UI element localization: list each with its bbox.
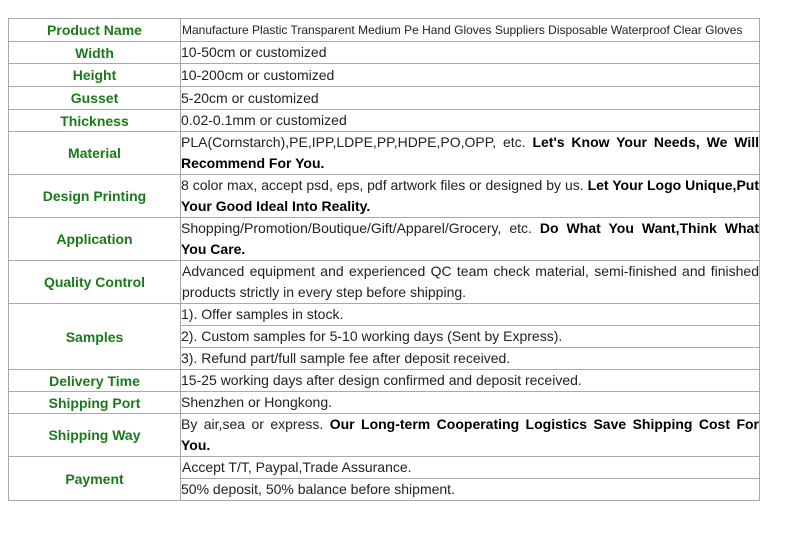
row-value [181, 414, 760, 457]
row-value [181, 132, 760, 175]
spec-row-gusset [9, 87, 760, 110]
spec-row-quality-control [9, 261, 760, 304]
row-value [181, 175, 760, 218]
row-label: Application [9, 218, 181, 261]
row-value: Advanced equipment and experienced QC team check material, semi-finished and finished products strictly in every step before shipping. [181, 261, 760, 304]
row-label: Quality Control [9, 261, 181, 304]
row-label: Gusset [9, 87, 181, 110]
row-label: Design Printing [9, 175, 181, 218]
row-value: 2). Custom samples for 5-10 working days (Sent by Express). [181, 326, 760, 348]
product-spec-table [8, 18, 760, 501]
spec-row-product-name [9, 19, 760, 42]
spec-row-samples-1 [9, 304, 760, 326]
row-label: Width [9, 42, 181, 64]
row-value: Shenzhen or Hongkong. [181, 392, 760, 414]
spec-row-height [9, 64, 760, 87]
row-value [181, 218, 760, 261]
spec-row-material [9, 132, 760, 175]
row-label: Samples [9, 304, 181, 370]
value-text: 8 color max, accept psd, eps, pdf artwork files or designed by us. [181, 177, 588, 193]
value-emphasis: Let's Know Your Needs, We Will Recommend For You. [181, 134, 759, 171]
row-value: Manufacture Plastic Transparent Medium Pe Hand Gloves Suppliers Disposable Waterproof Clear Gloves [181, 19, 760, 42]
row-label: Height [9, 64, 181, 87]
value-text: By air,sea or express. [181, 416, 330, 432]
spec-row-design-printing [9, 175, 760, 218]
spec-row-thickness [9, 110, 760, 132]
row-label: Product Name [9, 19, 181, 42]
spec-row-payment-1 [9, 457, 760, 479]
row-value: 10-200cm or customized [181, 64, 760, 87]
spec-row-application [9, 218, 760, 261]
value-emphasis: Our Long-term Cooperating Logistics Save Shipping Cost For You. [181, 416, 759, 453]
row-label: Payment [9, 457, 181, 501]
row-value: 10-50cm or customized [181, 42, 760, 64]
row-value: Accept T/T, Paypal,Trade Assurance. [181, 457, 760, 479]
row-label: Shipping Port [9, 392, 181, 414]
row-value: 15-25 working days after design confirmed and deposit received. [181, 370, 760, 392]
value-text: Shopping/Promotion/Boutique/Gift/Apparel/Grocery, etc. [181, 220, 540, 236]
row-value: 3). Refund part/full sample fee after deposit received. [181, 348, 760, 370]
row-value: 50% deposit, 50% balance before shipment. [181, 479, 760, 501]
row-label: Material [9, 132, 181, 175]
row-label: Delivery Time [9, 370, 181, 392]
value-emphasis: Let Your Logo Unique,Put Your Good Ideal Into Reality. [181, 177, 760, 214]
row-value: 0.02-0.1mm or customized [181, 110, 760, 132]
row-value: 1). Offer samples in stock. [181, 304, 760, 326]
value-text: PLA(Cornstarch),PE,IPP,LDPE,PP,HDPE,PO,OPP, etc. [181, 134, 533, 150]
value-emphasis: Do What You Want,Think What You Care. [181, 220, 759, 257]
spec-row-shipping-port [9, 392, 760, 414]
spec-row-shipping-way [9, 414, 760, 457]
spec-row-width [9, 42, 760, 64]
row-value: 5-20cm or customized [181, 87, 760, 110]
spec-row-delivery-time [9, 370, 760, 392]
row-label: Thickness [9, 110, 181, 132]
row-label: Shipping Way [9, 414, 181, 457]
